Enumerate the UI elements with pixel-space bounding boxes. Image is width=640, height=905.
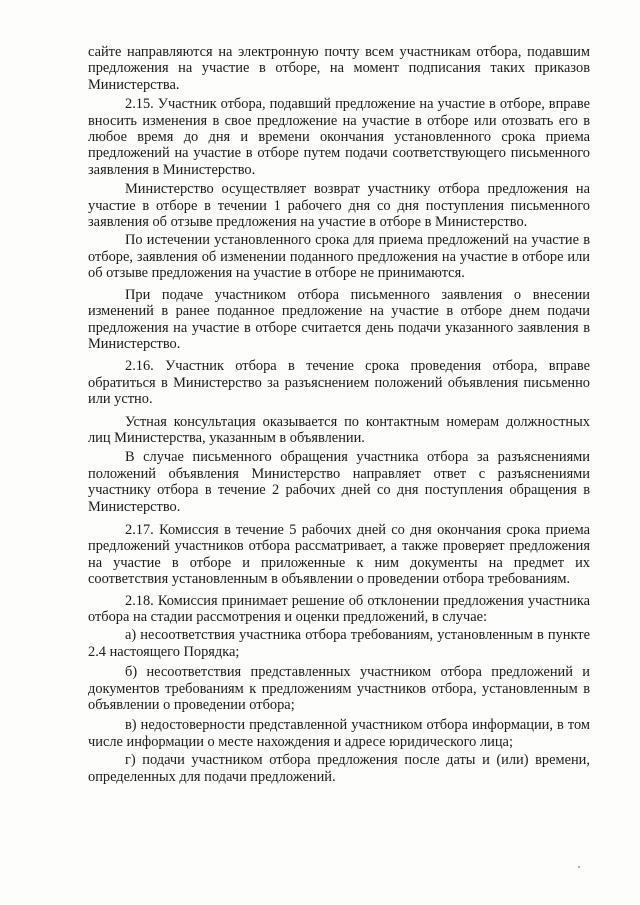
paragraph-oral-consultation: Устная консультация оказывается по контактным номерам должностных лиц Министерства, указанным в объявлении. [88,413,590,446]
list-item-b: б) несоответствия представленных участником отбора предложений и документов требованиям к предложениям участников отбора, установленным в объявлении о проведении отбора; [88,664,590,714]
list-item-v: в) недостоверности представленной участником отбора информации, в том числе информации о месте нахождения и адресе юридического лица; [88,717,590,750]
paragraph-2-17: 2.17. Комиссия в течение 5 рабочих дней со дня окончания срока приема предложений участников отбора рассматривает, а также проверяет предложения на участие в отборе и приложенные к ним документы на предмет их соответствия установленным в объявлении о проведении отбора требованиям. [88,521,590,588]
paragraph-2-15: 2.15. Участник отбора, подавший предложение на участие в отборе, вправе вносить изменения в свое предложение на участие в отборе или отозвать его в любое время до дня и времени окончания установленного срока приема предложений на участие в отборе путем подачи соответствующего письменного заявления в Министерство. [88,96,590,178]
paragraph-return-proposal: Министерство осуществляет возврат участнику отбора предложения на участие в отборе в течении 1 рабочего дня со дня поступления письменного заявления об отзыве предложения на участие в отборе в Министерство. [88,181,590,231]
list-item-a: а) несоответствия участника отбора требованиям, установленным в пункте 2.4 настоящего Порядка; [88,627,590,660]
paragraph-written-request: В случае письменного обращения участника отбора за разъяснениями положений объявления Министерство направляет ответ с разъяснениями участнику отбора в течение 2 рабочих дней со дня поступления обращения в Министерство. [88,449,590,515]
scan-speck [578,866,580,868]
document-body [88,44,590,785]
paragraph-change-date: При подаче участником отбора письменного заявления о внесении изменений в ранее поданное предложение на участие в отборе днем подачи предложения на участие в отборе считается день подачи указанного заявления в Министерство. [88,286,590,352]
paragraph-continuation: сайте направляются на электронную почту всем участникам отбора, подавшим предложения на участие в отборе, на момент подписания таких приказов Министерства. [88,44,590,93]
paragraph-after-deadline: По истечении установленного срока для приема предложений на участие в отборе, заявления об изменении поданного предложения на участие в отборе или об отзыве предложения на участие в отборе не принимаются. [88,232,590,282]
list-item-g: г) подачи участником отбора предложения после даты и (или) времени, определенных для подачи предложений. [88,752,590,785]
paragraph-2-18: 2.18. Комиссия принимает решение об отклонении предложения участника отбора на стадии рассмотрения и оценки предложений, в случае: [88,592,590,625]
paragraph-2-16: 2.16. Участник отбора в течение срока проведения отбора, вправе обратиться в Министерство за разъяснением положений объявления письменно или устно. [88,358,590,408]
